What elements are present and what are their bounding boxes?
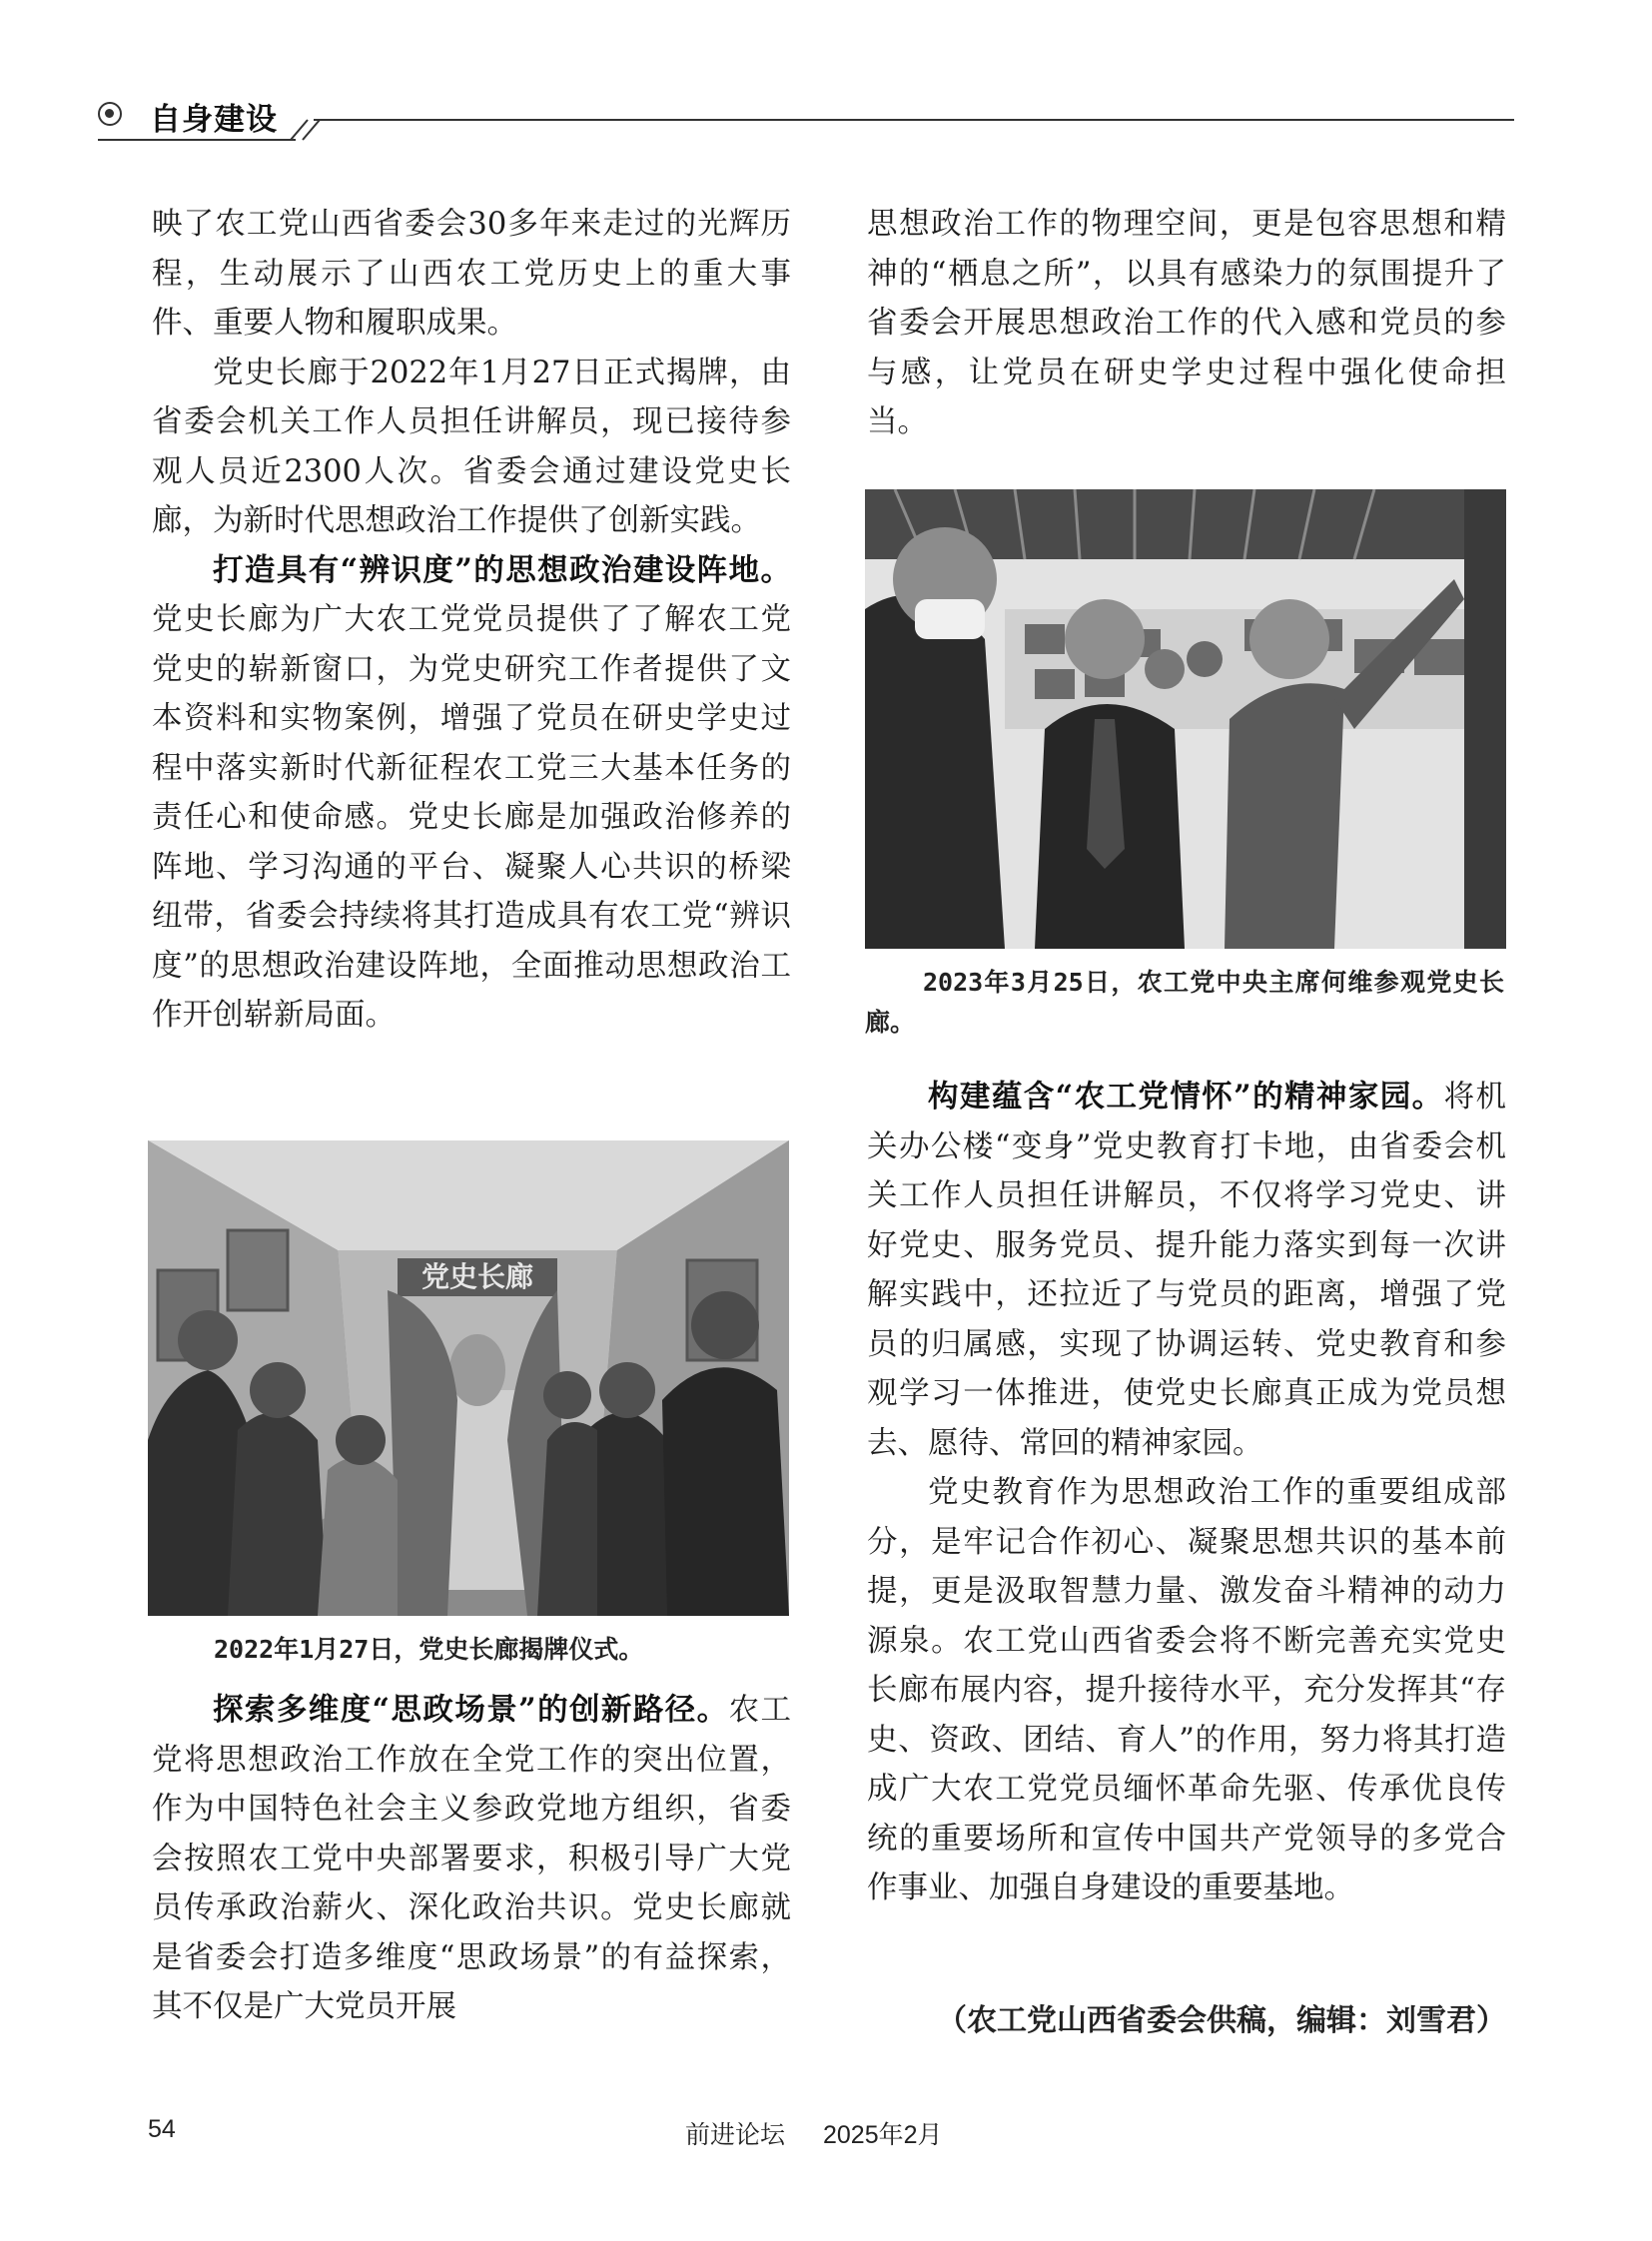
section-heading: 构建蕴含“农工党情怀”的精神家园。: [928, 1079, 1444, 1115]
right-column-bottom: [867, 1073, 1506, 1913]
issue-date: 2025年2月: [823, 2121, 943, 2149]
paragraph: 党史教育作为思想政治工作的重要组成部分，是牢记合作初心、凝聚思想共识的基本前提，更是汲取智慧力量、激发奋斗精神的动力源泉。农工党山西省委会将不断完善充实党史长廊布展内容，提升接待水平，充分发挥其“存史、资政、团结、育人”的作用，努力将其打造成广大农工党党员缅怀革命先驱、传承优良传统的重要场所和宣传中国共产党领导的多党合作事业、加强自身建设的重要基地。: [867, 1475, 1506, 1905]
paragraph-body: 农工党将思想政治工作放在全党工作的突出位置，作为中国特色社会主义参政党地方组织，省委会按照农工党中央部署要求，积极引导广大党员传承政治薪火、深化政治共识。党史长廊就是省委会打造多维度“思政场景”的有益探索，其不仅是广大党员开展: [152, 1693, 792, 2024]
unveiling-ceremony-photo: [148, 1140, 789, 1616]
paragraph: 映了农工党山西省委会30多年来走过的光辉历程，生动展示了山西农工党历史上的重大事件、重要人物和履职成果。: [152, 207, 791, 341]
section-heading: 探索多维度“思政场景”的创新路径。: [213, 1692, 729, 1728]
photo-illustration: [865, 489, 1506, 949]
paragraph-body: 党史长廊为广大农工党党员提供了了解农工党党史的崭新窗口，为党史研究工作者提供了文本资料和实物案例，增强了党员在研史学史过程中落实新时代新征程农工党三大基本任务的责任心和使命感。党史长廊是加强政治修养的阵地、学习沟通的平台、凝聚人心共识的桥梁纽带，省委会持续将其打造成具有农工党“辨识度”的思想政治建设阵地，全面推动思想政治工作开创崭新局面。: [152, 602, 791, 1033]
section-heading: 打造具有“辨识度”的思想政治建设阵地。: [213, 551, 791, 588]
editor-credit: （农工党山西省委会供稿，编辑：刘雪君）: [937, 2003, 1506, 2038]
page-number: 54: [148, 2115, 176, 2143]
paragraph: [152, 1686, 791, 2032]
page-header: [98, 92, 1514, 142]
chairman-visit-photo: [865, 489, 1506, 949]
right-photo-caption: 2023年3月25日，农工党中央主席何维参观党史长廊。: [865, 968, 1504, 1037]
left-column-top: [152, 200, 791, 1041]
paragraph: 思想政治工作的物理空间，更是包容思想和精神的“栖息之所”，以具有感染力的氛围提升了省委会开展思想政治工作的代入感和党员的参与感，让党员在研史学史过程中强化使命担当。: [867, 207, 1506, 439]
paragraph: [867, 1073, 1506, 1468]
right-column-top: [867, 200, 1506, 447]
left-photo-caption: 2022年1月27日，党史长廊揭牌仪式。: [214, 1635, 644, 1664]
paragraph: [152, 546, 791, 1041]
photo-illustration: [148, 1140, 789, 1616]
paragraph-body: 将机关办公楼“变身”党史教育打卡地，由省委会机关工作人员担任讲解员，不仅将学习党史、讲好党史、服务党员、提升能力落实到每一次讲解实践中，还拉近了与党员的距离，增强了党员的归属感，实现了协调运转、党史教育和参观学习一体推进，使党史长廊真正成为党员想去、愿待、常回的精神家园。: [867, 1080, 1507, 1461]
journal-name: 前进论坛: [685, 2121, 786, 2149]
svg-text:党史长廊: 党史长廊: [420, 1260, 534, 1293]
section-title: 自身建设: [150, 102, 278, 138]
header-rule: [98, 92, 1514, 142]
left-column-bottom: [152, 1686, 791, 2032]
paragraph: 党史长廊于2022年1月27日正式揭牌，由省委会机关工作人员担任讲解员，现已接待参观人员近2300人次。省委会通过建设党史长廊，为新时代思想政治工作提供了创新实践。: [152, 355, 791, 538]
